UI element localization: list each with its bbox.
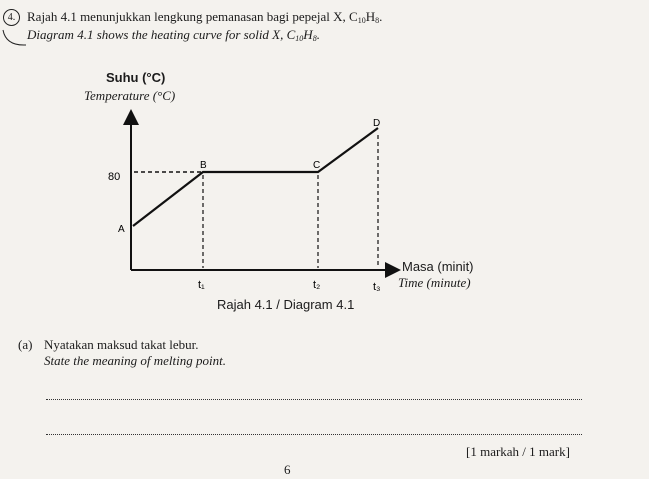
part-a-question-malay: Nyatakan maksud takat lebur. bbox=[44, 337, 199, 352]
x-axis-label-english: Time (minute) bbox=[398, 275, 471, 290]
x-tick-t1: t₁ bbox=[198, 279, 205, 291]
x-tick-t2: t₂ bbox=[313, 279, 321, 291]
point-b-label: B bbox=[200, 160, 207, 171]
part-a-label: (a) bbox=[18, 337, 33, 352]
heating-curve-line bbox=[133, 128, 378, 226]
answer-line-2[interactable] bbox=[46, 434, 582, 435]
diagram-caption: Rajah 4.1 / Diagram 4.1 bbox=[217, 297, 355, 312]
y-axis-label-malay: Suhu (°C) bbox=[106, 70, 166, 85]
x-axis-label-malay: Masa (minit) bbox=[402, 259, 474, 274]
marks-label: [1 markah / 1 mark] bbox=[466, 444, 570, 459]
question-title-english: Diagram 4.1 shows the heating curve for solid X, $C_{10}H_8$. bbox=[27, 27, 320, 43]
point-d-label: D bbox=[373, 118, 381, 129]
question-title-malay: Rajah 4.1 menunjukkan lengkung pemanasan bagi pepejal X, $C_{10}H_8$. bbox=[27, 9, 383, 25]
question-number: 4. bbox=[3, 9, 20, 26]
y-axis-label-english: Temperature (°C) bbox=[84, 88, 176, 103]
answer-line-1[interactable] bbox=[46, 399, 582, 400]
y-tick-80: 80 bbox=[108, 171, 121, 183]
page-number: 6 bbox=[284, 462, 291, 477]
point-c-label: C bbox=[313, 160, 321, 171]
x-tick-t3: t₃ bbox=[373, 281, 381, 293]
point-a-label: A bbox=[118, 224, 125, 235]
part-a-question-english: State the meaning of melting point. bbox=[44, 353, 226, 368]
